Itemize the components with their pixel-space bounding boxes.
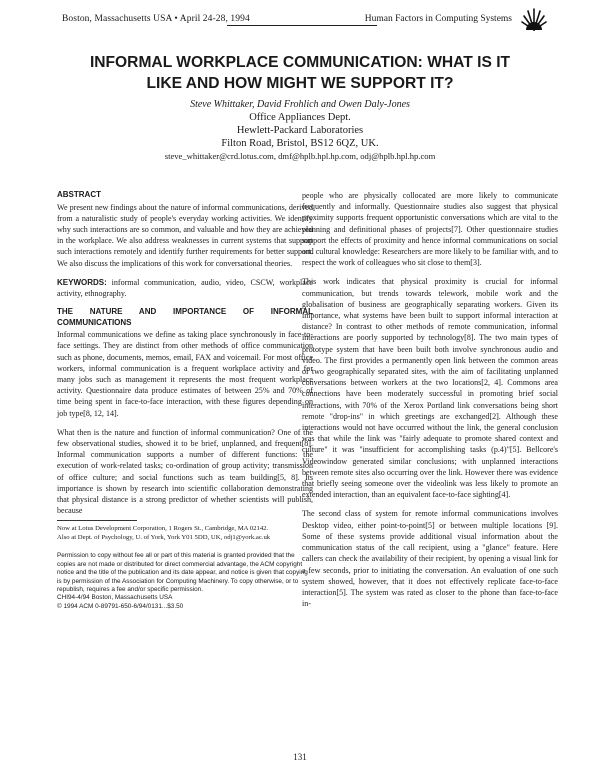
author-department: Office Appliances Dept. — [249, 112, 351, 123]
footnote-1: Now at Lotus Development Corporation, 1 Rogers St., Cambridge, MA 02142. — [57, 525, 269, 533]
section1-paragraph-1: Informal communications we define as taking place synchronously in face-to-face settings. They are distinct from other methods of office communication such as phone, documents, memos, email, FAX and voicemail. For most office workers, informal communication is a frequent workplace activity and for many jobs such as management it represents the most frequent workplace activity. Questionnaire data produce estimates of between 25% and 70% of time being spent in face-to-face interaction, with these figures depending on job type[8, 12, 14]. — [57, 330, 313, 418]
copyright-notice — [57, 552, 313, 611]
footnote-rule — [57, 520, 137, 521]
keywords — [57, 277, 313, 299]
page-number: 131 — [293, 752, 307, 762]
right-column — [302, 190, 558, 617]
author-address: Filton Road, Bristol, BS12 6QZ, UK. — [221, 138, 379, 149]
chi-logo-icon — [520, 8, 548, 32]
section-heading-nature: THE NATURE AND IMPORTANCE OF INFORMAL COMMUNICATIONS — [57, 307, 313, 327]
copyright-acm: © 1994 ACM 0-89791-650-6/94/0131...$3.50 — [57, 602, 184, 610]
title-line-1: INFORMAL WORKPLACE COMMUNICATION: WHAT IS IT — [89, 54, 511, 71]
copyright-conference: CHI94-4/94 Boston, Massachusetts USA — [57, 594, 173, 602]
copyright-permission: Permission to copy without fee all or part of this material is granted provided that the copies are not made or distributed for direct commercial advantage, the ACM copyright notice and the title of the publication and its date appear, and notice is given that copying is by permission of the Association for Computing Machinery. To copy otherwise, or to republish, requires a fee and/or specific permission. — [57, 552, 308, 593]
right-paragraph-1: people who are physically collocated are more likely to communicate frequently and informally. Questionnaire studies also suggest that physical proximity supports frequent opportunistic conversations which are vital to the planning and definitional phases of projects[7]. Other questionnaire studies support the effects of proximity and hence informal communications on social and cultural knowledge: Researchers are more likely to be familiar with, and to respect the work of colleagues who sit close to them[3]. — [302, 191, 558, 268]
running-head-venue: Boston, Massachusetts USA • April 24-28, 1994 — [62, 14, 250, 24]
footnote-2: Also at Dept. of Psychology, U. of York, York Y01 5DD, UK, odj1@york.ac.uk — [57, 534, 271, 542]
section1-paragraph-2: What then is the nature and function of informal communication? One of the few observational studies, showed it to be brief, unplanned, and frequent[8]. Informal communication supports a number of different functions: the execution of work-related tasks; co-ordination of group activity; transmission of office culture; and social functions such as team building[5, 8]. Its importance is shown by research into scientific collaboration demonstrating that physical distance is a strong predictor of whether scientists will publish, because — [57, 427, 313, 516]
abstract-text: We present new findings about the nature of informal communications, derived from a naturalistic study of people's everyday working activities. We identify why such interactions are so common, and valuable and how they are achieved in the workplace. We also address weaknesses in current systems that support such interactions remotely and identify further requirements for better support. We also discuss the implications of this work for conversational theories. — [57, 202, 313, 268]
title-line-2: LIKE AND HOW MIGHT WE SUPPORT IT? — [146, 75, 454, 92]
left-column — [57, 190, 313, 611]
keywords-text: informal communication, audio, video, CSCW, workplace activity, ethnography. — [57, 277, 313, 298]
keywords-label: KEYWORDS: — [57, 277, 107, 287]
abstract-heading: ABSTRACT — [57, 190, 101, 199]
author-block — [60, 98, 540, 163]
right-paragraph-2: This work indicates that physical proximity is crucial for informal communication, but trends towards telework, mobile work and the globalisation of business are geographically separating workers. Given its importance, what systems have been built to support informal interaction at distance? In contrast to other methods of remote communication, informal interactions are poorly supported by technology[8]. The two main types of prototype system that have been built both involve synchronous audio and video. The first provides a permanently open link between the common areas of two geographically separated sites, with the aim of facilitating unplanned conversations between workers at the two locations[2, 4]. Commons area connections have been moderately successful in promoting brief social interactions, with 70% of the Xerox Portland link conversations being short remote "drop-ins" in which greetings are exchanged[2]. Although these interactions would not have occurred without the link, the general conclusion was that while the link was "fairly adequate to promote shared context and culture" it was "insufficient for accomplishing tasks (p.4)"[5]. Bellcore's Videowindow generated similar conclusions; with unplanned interactions between remote sites also occurring over the link. However there was evidence that briefly seeing someone over the videolink was less likely to promote an extended interaction, than an equivalent face-to-face sighting[4]. — [302, 277, 558, 500]
right-paragraph-3: The second class of system for remote informal communications involves Desktop video, either point-to-point[5] or between multiple locations [9]. Some of these systems provide additional visual information about the communication status of the call recipient, using a "glance" feature. Here callers can check the availability of their recipient, by opening a visual link for a few seconds, prior to initiating the conversation. An evaluation of one such system showed, however, that it does not effectively replicate face-to-face interaction[5]. The system was rated as closer to the phone than face-to-face in- — [302, 509, 558, 609]
running-head-conference: Human Factors in Computing Systems — [364, 14, 512, 24]
paper-title — [40, 52, 560, 94]
running-head — [62, 10, 512, 28]
author-organization: Hewlett-Packard Laboratories — [236, 125, 364, 136]
author-emails: steve_whittaker@crd.lotus.com, dmf@hplb.hpl.hp.com, odj@hplb.hpl.hp.com — [164, 151, 436, 161]
author-names: Steve Whittaker, David Frohlich and Owen Daly-Jones — [190, 99, 410, 110]
running-head-rule — [227, 25, 377, 26]
